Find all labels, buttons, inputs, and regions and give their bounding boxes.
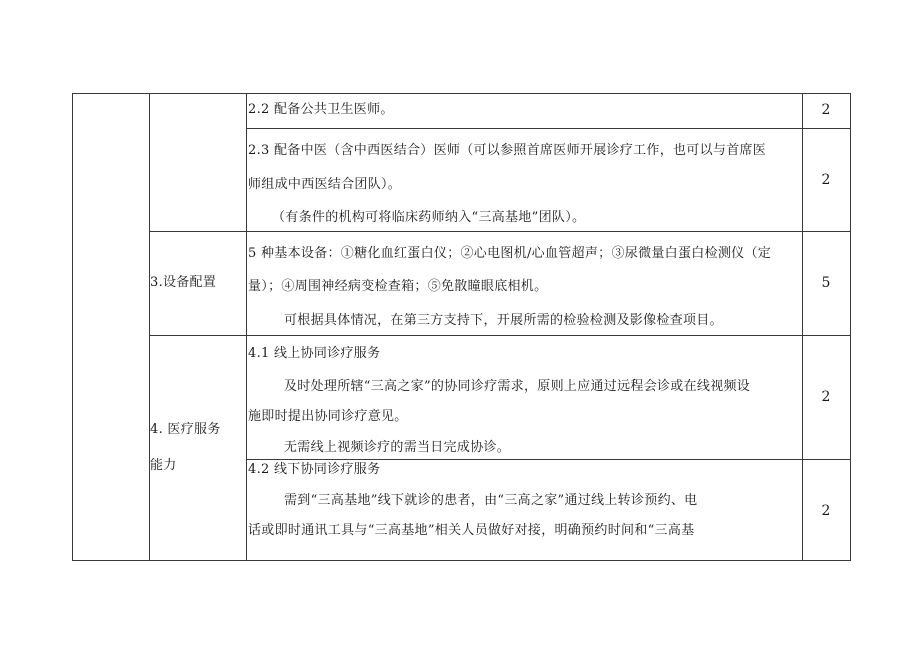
content-column-left-border — [246, 93, 247, 561]
row-4-1-line1: 及时处理所辖“三高之家”的协同诊疗需求，原则上应通过远程会诊或在线视频设 — [284, 379, 751, 394]
row-2-2-content: 2.2 配备公共卫生医师。 — [248, 102, 394, 117]
row-2-3-line1: 2.3 配备中医（含中西医结合）医师（可以参照首席医师开展诊疗工作，也可以与首席医 — [248, 143, 767, 158]
table-left-border — [72, 93, 73, 561]
row-4-2-score: 2 — [821, 503, 831, 519]
row-divider — [246, 459, 850, 460]
row-3-line3: 可根据具体情况，在第三方支持下，开展所需的检验检测及影像检查项目。 — [284, 313, 723, 328]
row-4-2-line2: 话或即时通讯工具与“三高基地”相关人员做好对接，明确预约时间和“三高基 — [248, 523, 695, 538]
category-column-left-border — [149, 93, 150, 561]
category-equipment: 3.设备配置 — [150, 275, 217, 290]
row-4-1-score: 2 — [821, 389, 831, 405]
row-3-line1: 5 种基本设备：①糖化血红蛋白仪；②心电图机/心血管超声；③尿微量白蛋白检测仪（定 — [248, 246, 772, 261]
row-3-score: 5 — [821, 275, 831, 291]
row-4-2-line1: 需到“三高基地”线下就诊的患者，由“三高之家”通过线上转诊预约、电 — [284, 493, 698, 508]
category-medical-service-line1: 4. 医疗服务 — [150, 422, 221, 437]
category-medical-service-line2: 能力 — [150, 458, 177, 473]
table-top-border — [72, 93, 850, 94]
row-4-1-line3: 无需线上视频诊疗的需当日完成协诊。 — [284, 440, 511, 455]
row-divider — [149, 335, 850, 336]
table-right-border — [850, 93, 851, 561]
row-2-2-score: 2 — [821, 102, 831, 118]
row-3-line2: 量）；④周围神经病变检查箱；⑤免散瞳眼底相机。 — [248, 279, 548, 294]
row-divider — [149, 231, 850, 232]
table-bottom-border — [72, 560, 850, 561]
row-divider — [246, 128, 850, 129]
row-4-2-title: 4.2 线下协同诊疗服务 — [248, 462, 381, 477]
score-column-left-border — [802, 93, 803, 561]
row-2-3-line2: 师组成中西医结合团队）。 — [248, 177, 402, 192]
row-4-1-title: 4.1 线上协同诊疗服务 — [248, 346, 381, 361]
row-2-3-score: 2 — [821, 172, 831, 188]
row-4-1-line2: 施即时提出协同诊疗意见。 — [248, 409, 408, 424]
row-2-3-line3: （有条件的机构可将临床药师纳入“三高基地”团队）。 — [272, 210, 586, 225]
